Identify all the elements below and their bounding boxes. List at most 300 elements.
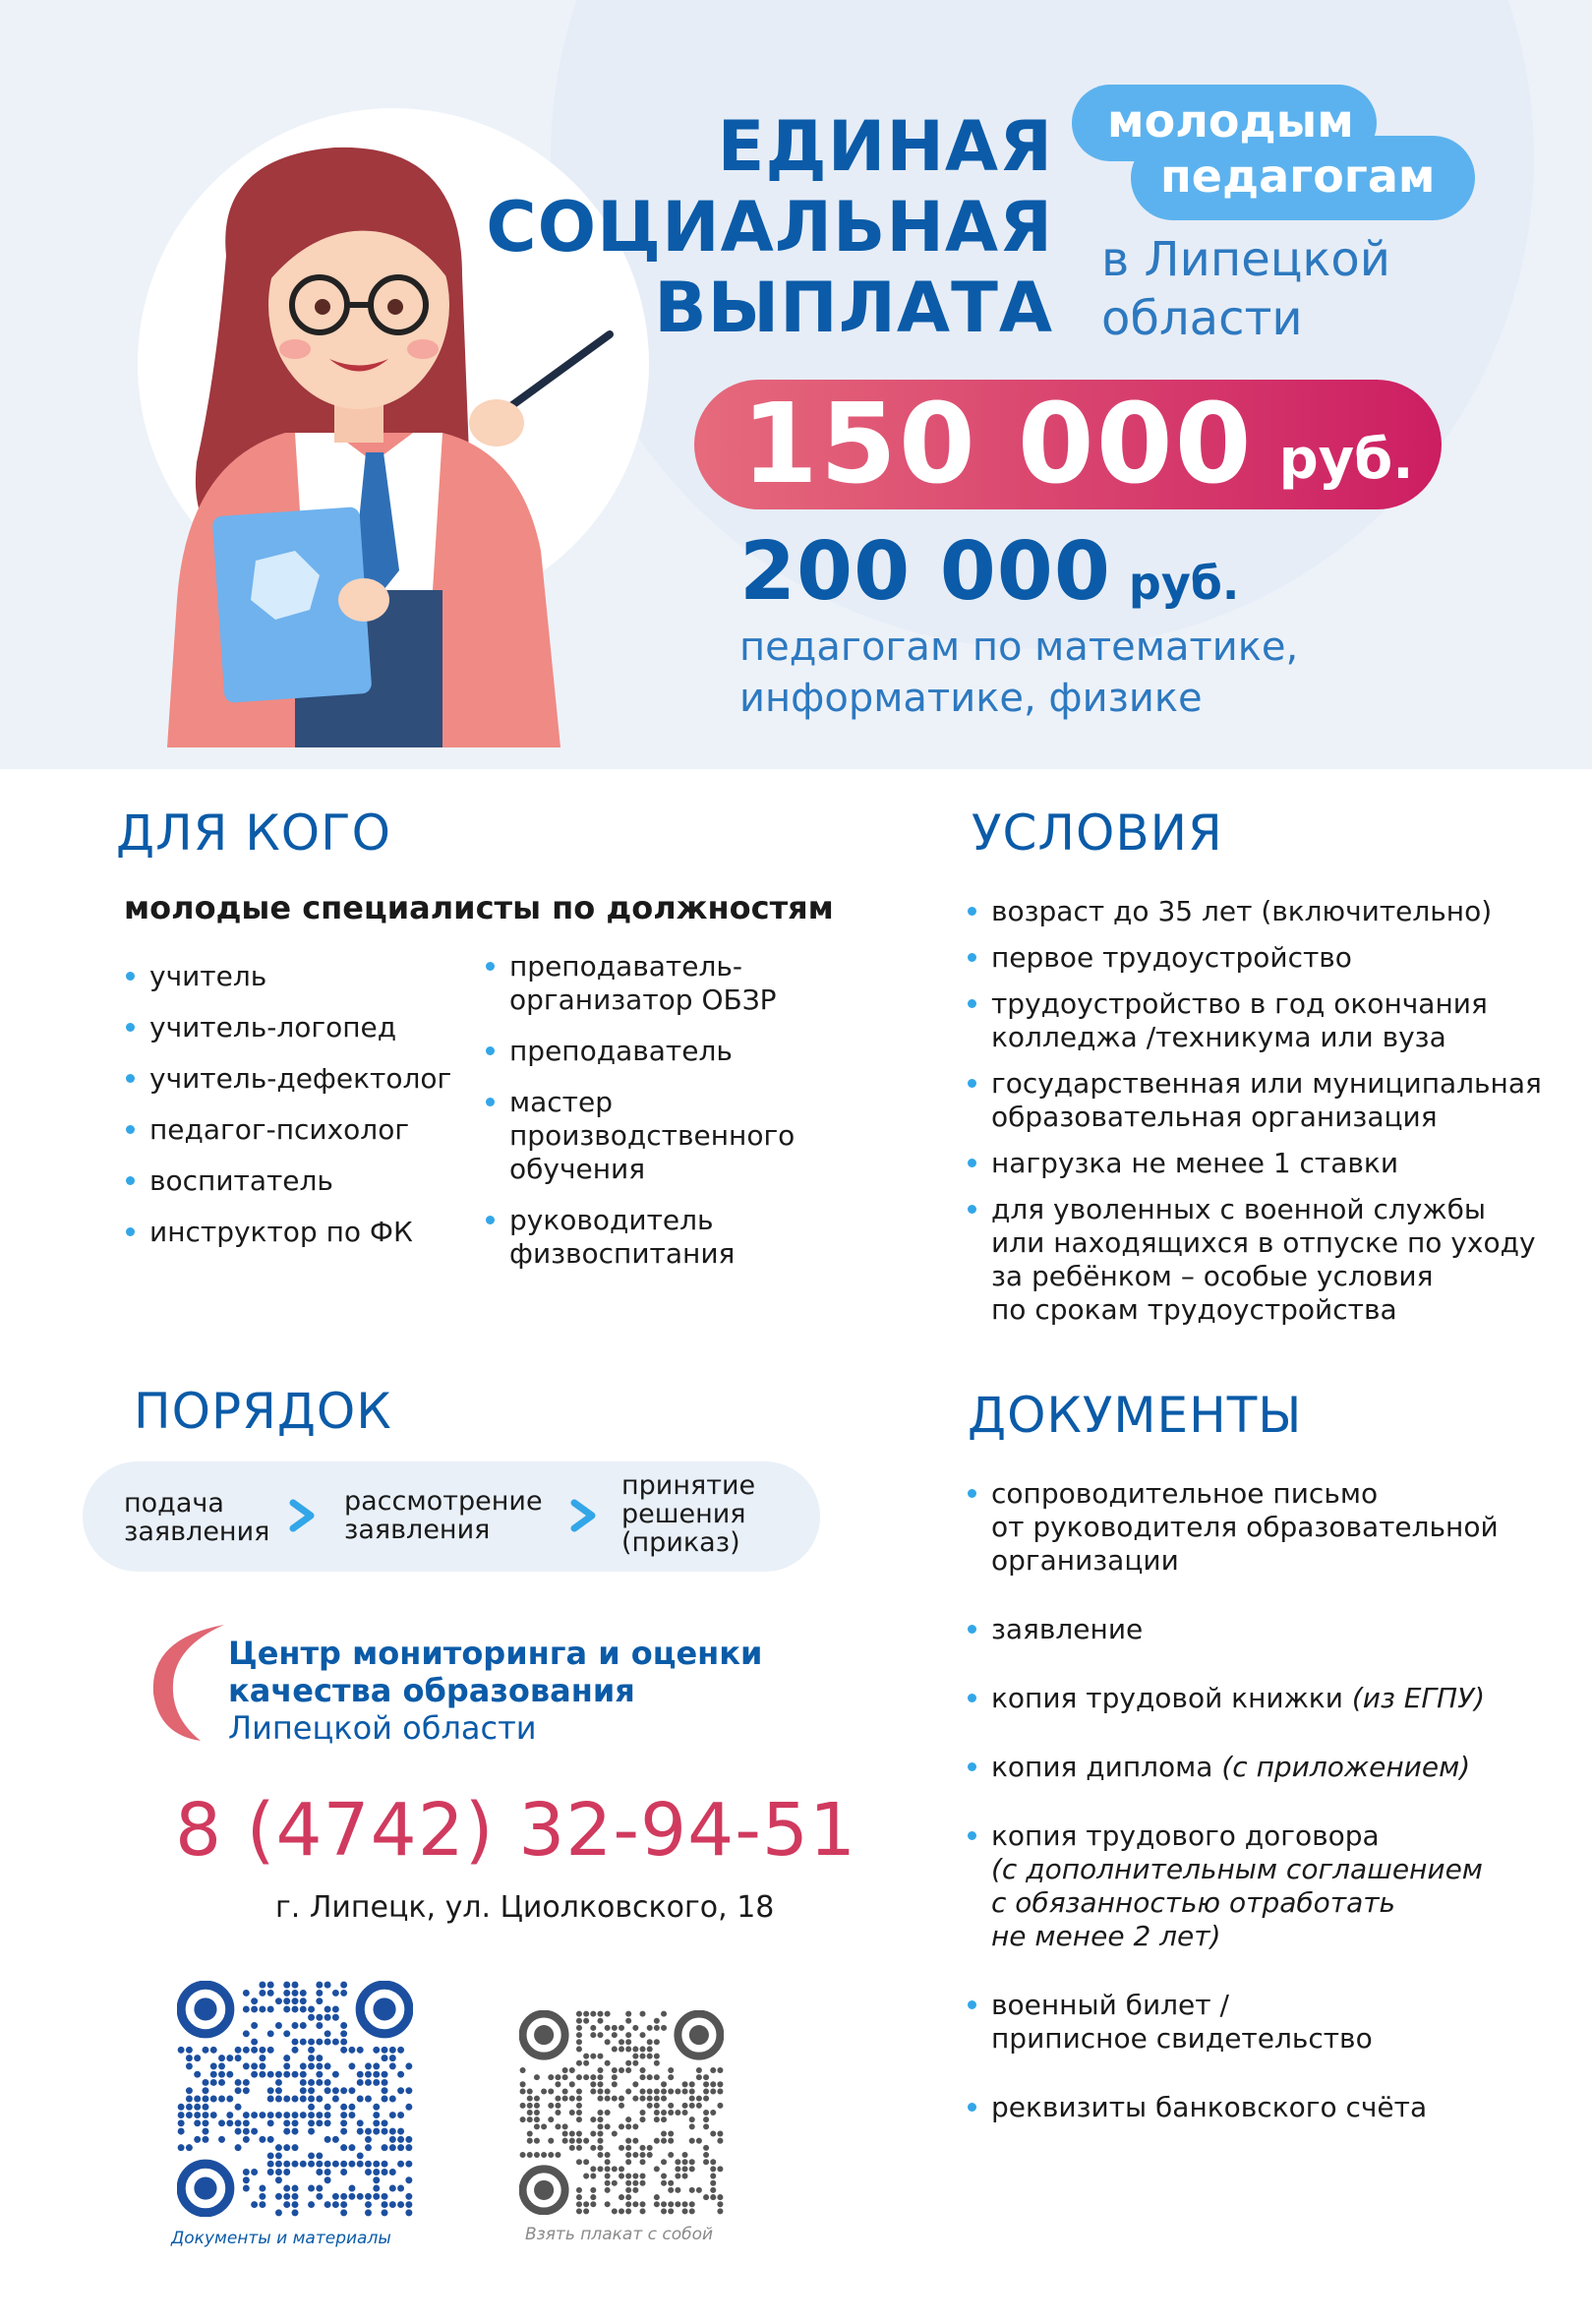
qr-dot bbox=[632, 2152, 638, 2158]
qr-dot bbox=[605, 2060, 611, 2066]
qr-dot bbox=[373, 2185, 380, 2192]
qr-dot bbox=[619, 2194, 624, 2200]
qr-dot bbox=[562, 2088, 568, 2094]
qr-dot bbox=[583, 2174, 589, 2179]
qr-dot bbox=[389, 2112, 396, 2118]
qr-dot bbox=[275, 2209, 282, 2216]
qr-dot bbox=[647, 2096, 653, 2102]
qr-dot bbox=[612, 2166, 618, 2172]
list-item-line: руководитель bbox=[509, 1204, 714, 1236]
qr-dot bbox=[619, 2145, 624, 2151]
list-item bbox=[968, 1989, 1558, 2056]
qr-dot bbox=[640, 2159, 646, 2165]
qr-dot bbox=[235, 2119, 242, 2126]
qr-dot bbox=[300, 2071, 307, 2078]
qr-dot bbox=[597, 2138, 603, 2144]
qr-dot bbox=[292, 2112, 299, 2118]
qr-dot bbox=[640, 2011, 646, 2017]
list-item-line: государственная или муниципальная bbox=[991, 1067, 1542, 1100]
qr-dot bbox=[389, 2062, 396, 2069]
qr-dot bbox=[316, 2022, 323, 2029]
qr-dot bbox=[534, 2116, 540, 2122]
qr-dot bbox=[382, 2128, 388, 2135]
qr-finder-dot bbox=[689, 2025, 709, 2045]
qr-dot bbox=[640, 2054, 646, 2059]
qr-dot bbox=[619, 2039, 624, 2045]
qr-dot bbox=[283, 1997, 290, 2004]
qr-dot bbox=[251, 1997, 258, 2004]
cloud-line: молодым bbox=[1107, 94, 1354, 148]
qr-dot bbox=[625, 2088, 631, 2094]
process-step bbox=[124, 1489, 269, 1546]
step-line: подача bbox=[124, 1488, 224, 1519]
qr-dot bbox=[590, 2011, 596, 2017]
qr-dot bbox=[576, 2039, 582, 2045]
qr-dot bbox=[555, 2096, 560, 2102]
list-item bbox=[968, 1477, 1558, 1578]
qr-dot bbox=[178, 2047, 185, 2054]
qr-dot bbox=[647, 2054, 653, 2059]
qr-dot bbox=[292, 2047, 299, 2054]
qr-dot bbox=[703, 2145, 709, 2151]
qr-dot bbox=[283, 1990, 290, 1996]
list-item-line: копия трудовой книжки bbox=[991, 1682, 1343, 1714]
qr-dot bbox=[625, 2138, 631, 2144]
qr-dot bbox=[619, 2103, 624, 2109]
qr-dot bbox=[194, 2112, 201, 2118]
qr-dot bbox=[405, 2176, 412, 2183]
qr-dot bbox=[576, 2011, 582, 2017]
qr-dot bbox=[300, 2112, 307, 2118]
qr-code-documents[interactable] bbox=[177, 1981, 413, 2217]
qr-dot bbox=[703, 2096, 709, 2102]
qr-dot bbox=[251, 2169, 258, 2175]
qr-dot bbox=[300, 2062, 307, 2069]
qr-dot bbox=[210, 2079, 217, 2086]
qr-dot bbox=[696, 2187, 702, 2193]
qr-dot bbox=[590, 2054, 596, 2059]
qr-dot bbox=[357, 2119, 364, 2126]
qr-dot bbox=[259, 2055, 265, 2061]
qr-dot bbox=[332, 2071, 339, 2078]
qr-dot bbox=[308, 2062, 315, 2069]
qr-dot bbox=[348, 2104, 355, 2111]
qr-dot bbox=[640, 2145, 646, 2151]
qr-dot bbox=[186, 2047, 193, 2054]
list-item-line: образовательная организация bbox=[991, 1101, 1438, 1133]
qr-dot bbox=[283, 2193, 290, 2200]
qr-dot bbox=[632, 2123, 638, 2129]
qr-dot bbox=[562, 2123, 568, 2129]
qr-dot bbox=[243, 2005, 250, 2012]
qr-dot bbox=[348, 2161, 355, 2168]
qr-dot bbox=[562, 2067, 568, 2073]
qr-dot bbox=[251, 2112, 258, 2118]
qr-dot bbox=[210, 2047, 217, 2054]
qr-dot bbox=[647, 2074, 653, 2080]
qr-dot bbox=[275, 2152, 282, 2159]
qr-dot bbox=[340, 2209, 347, 2216]
qr-dot bbox=[316, 2152, 323, 2159]
qr-dot bbox=[251, 2022, 258, 2029]
qr-dot bbox=[218, 2136, 225, 2143]
qr-dot bbox=[717, 2067, 723, 2073]
qr-dot bbox=[612, 2096, 618, 2102]
qr-dot bbox=[300, 2039, 307, 2046]
list-item-line: организатор ОБЗР bbox=[509, 983, 777, 1016]
qr-dot bbox=[583, 2159, 589, 2165]
qr-dot bbox=[632, 2060, 638, 2066]
list-item-line: реквизиты банковского счёта bbox=[991, 2091, 1428, 2123]
qr-dot bbox=[308, 2087, 315, 2094]
qr-dot bbox=[583, 2018, 589, 2024]
qr-dot bbox=[703, 2081, 709, 2087]
qr-dot bbox=[243, 2087, 250, 2094]
qr-dot bbox=[226, 2096, 233, 2103]
qr-dot bbox=[632, 2054, 638, 2059]
qr-dot bbox=[316, 2039, 323, 2046]
qr-dot bbox=[348, 2112, 355, 2118]
qr-dot bbox=[590, 2174, 596, 2179]
qr-dot bbox=[534, 2074, 540, 2080]
qr-dot bbox=[373, 2047, 380, 2054]
qr-dot bbox=[186, 2104, 193, 2111]
org-logo-icon bbox=[146, 1619, 234, 1747]
qr-dot bbox=[710, 2110, 716, 2115]
qr-dot bbox=[340, 2104, 347, 2111]
qr-dot bbox=[316, 2185, 323, 2192]
qr-dot bbox=[576, 2074, 582, 2080]
qr-dot bbox=[689, 2187, 695, 2193]
qr-dot bbox=[357, 2096, 364, 2103]
list-item-line: от руководителя образовательной bbox=[991, 1511, 1499, 1543]
list-item-line: для уволенных с военной службы bbox=[991, 1193, 1486, 1225]
qr-dot bbox=[389, 2128, 396, 2135]
qr-dot bbox=[605, 2166, 611, 2172]
list-item bbox=[968, 1147, 1558, 1180]
qr-dot bbox=[689, 2103, 695, 2109]
list-item-line: первое трудоустройство bbox=[991, 941, 1352, 974]
qr-dot bbox=[275, 2087, 282, 2094]
qr-dot bbox=[324, 2201, 331, 2208]
qr-dot bbox=[668, 2180, 674, 2186]
qr-dot bbox=[194, 2096, 201, 2103]
qr-dot bbox=[605, 2025, 611, 2031]
qr-dot bbox=[389, 2136, 396, 2143]
qr-dot bbox=[243, 2169, 250, 2175]
qr-dot bbox=[605, 2110, 611, 2115]
list-item-note: (с дополнительным соглашением bbox=[991, 1853, 1483, 1885]
qr-dot bbox=[548, 2103, 554, 2109]
qr-dot bbox=[308, 2201, 315, 2208]
list-item-line: нагрузка не менее 1 ставки bbox=[991, 1147, 1399, 1179]
qr-dot bbox=[640, 2096, 646, 2102]
qr-dot bbox=[661, 2081, 667, 2087]
qr-dot bbox=[283, 2005, 290, 2012]
qr-dot bbox=[283, 2185, 290, 2192]
qr-dot bbox=[332, 2201, 339, 2208]
qr-dot bbox=[324, 2062, 331, 2069]
qr-dot bbox=[710, 2131, 716, 2137]
qr-dot bbox=[597, 2131, 603, 2137]
qr-dot bbox=[283, 2062, 290, 2069]
qr-dot bbox=[357, 2079, 364, 2086]
qr-dot bbox=[632, 2174, 638, 2179]
list-item: воспитатель bbox=[126, 1164, 480, 1198]
qr-dot bbox=[534, 2152, 540, 2158]
qr-dot bbox=[548, 2116, 554, 2122]
list-item-line: по срокам трудоустройства bbox=[991, 1293, 1397, 1326]
qr-dot bbox=[590, 2074, 596, 2080]
qr-dot bbox=[675, 2187, 680, 2193]
qr-dot bbox=[226, 2055, 233, 2061]
qr-dot bbox=[520, 2067, 526, 2073]
qr-dot bbox=[202, 2112, 208, 2118]
step-line: принятие bbox=[621, 1470, 756, 1501]
qr-dot bbox=[689, 2208, 695, 2214]
qr-finder-dot bbox=[194, 1997, 216, 2020]
qr-dot bbox=[668, 2110, 674, 2115]
qr-dot bbox=[202, 2128, 208, 2135]
qr-dot bbox=[300, 2161, 307, 2168]
qr-dot bbox=[324, 1982, 331, 1989]
qr-dot bbox=[292, 2185, 299, 2192]
qr-dot bbox=[682, 2110, 688, 2115]
qr-dot bbox=[654, 2039, 660, 2045]
qr-dot bbox=[548, 2088, 554, 2094]
qr-dot bbox=[283, 2201, 290, 2208]
qr-dot bbox=[373, 2071, 380, 2078]
qr-dot bbox=[382, 2144, 388, 2151]
qr-dot bbox=[710, 2180, 716, 2186]
list-item bbox=[968, 2091, 1558, 2124]
qr-dot bbox=[527, 2110, 533, 2115]
qr-dot bbox=[218, 2119, 225, 2126]
qr-dot bbox=[583, 2201, 589, 2207]
qr-dot bbox=[324, 2087, 331, 2094]
qr-dot bbox=[654, 2018, 660, 2024]
qr-dot bbox=[397, 2161, 404, 2168]
list-item-note: (из ЕГПУ) bbox=[1351, 1682, 1486, 1714]
list-item-line: преподаватель- bbox=[509, 950, 742, 983]
qr-dot bbox=[661, 2025, 667, 2031]
qr-dot bbox=[612, 2081, 618, 2087]
qr-dot bbox=[186, 2062, 193, 2069]
qr-dot bbox=[340, 2144, 347, 2151]
list-item-note: не менее 2 лет) bbox=[991, 1920, 1221, 1952]
qr-dot bbox=[640, 2046, 646, 2052]
qr-dot bbox=[661, 2159, 667, 2165]
qr-dot bbox=[555, 2074, 560, 2080]
qr-dot bbox=[348, 2062, 355, 2069]
qr-dot bbox=[625, 2201, 631, 2207]
qr-dot bbox=[202, 2079, 208, 2086]
qr-dot bbox=[640, 2152, 646, 2158]
qr-dot bbox=[668, 2074, 674, 2080]
qr-dot bbox=[640, 2110, 646, 2115]
qr-dot bbox=[373, 2193, 380, 2200]
qr-dot bbox=[632, 2046, 638, 2052]
qr-dot bbox=[308, 2119, 315, 2126]
qr-dot bbox=[178, 2104, 185, 2111]
qr-dot bbox=[397, 2136, 404, 2143]
qr-dot bbox=[340, 2193, 347, 2200]
qr-dot bbox=[178, 2144, 185, 2151]
qr-dot bbox=[186, 2144, 193, 2151]
qr-dot bbox=[555, 2123, 560, 2129]
qr-dot bbox=[405, 2136, 412, 2143]
qr-dot bbox=[405, 2062, 412, 2069]
qr-dot bbox=[348, 2144, 355, 2151]
qr-dot bbox=[308, 2039, 315, 2046]
process-step bbox=[344, 1487, 543, 1544]
qr-dot bbox=[682, 2159, 688, 2165]
qr-dot bbox=[275, 2176, 282, 2183]
qr-dot bbox=[541, 2123, 547, 2129]
qr-dot bbox=[251, 2128, 258, 2135]
qr-dot bbox=[292, 2209, 299, 2216]
qr-dot bbox=[382, 2193, 388, 2200]
qr-dot bbox=[647, 2025, 653, 2031]
qr-dot bbox=[590, 2116, 596, 2122]
qr-dot bbox=[405, 2201, 412, 2208]
qr-dot bbox=[382, 2161, 388, 2168]
qr-dot bbox=[202, 2047, 208, 2054]
qr-dot bbox=[292, 2193, 299, 2200]
qr-dot bbox=[300, 2079, 307, 2086]
qr-dot bbox=[267, 2047, 274, 2054]
qr-dot bbox=[668, 2088, 674, 2094]
qr-dot bbox=[612, 2067, 618, 2073]
org-name-line: качества образования bbox=[228, 1672, 635, 1709]
qr-dot bbox=[405, 2161, 412, 2168]
qr-dot bbox=[348, 2047, 355, 2054]
qr-dot bbox=[292, 1990, 299, 1996]
qr-dot bbox=[597, 2110, 603, 2115]
qr-dot bbox=[590, 2032, 596, 2038]
list-item: учитель-дефектолог bbox=[126, 1062, 480, 1096]
qr-dot bbox=[689, 2201, 695, 2207]
qr-dot bbox=[703, 2116, 709, 2122]
qr-dot bbox=[316, 2055, 323, 2061]
qr-dot bbox=[235, 2104, 242, 2111]
qr-dot bbox=[689, 2096, 695, 2102]
list-item-line: за ребёнком – особые условия bbox=[991, 1260, 1434, 1292]
qr-code-poster[interactable] bbox=[519, 2010, 724, 2215]
qr-dot bbox=[194, 2119, 201, 2126]
phone-number[interactable]: 8 (4742) 32-94-51 bbox=[175, 1788, 857, 1873]
qr-dot bbox=[625, 2060, 631, 2066]
qr-dot bbox=[625, 2174, 631, 2179]
qr-dot bbox=[357, 2047, 364, 2054]
for-whom-heading: ДЛЯ КОГО bbox=[116, 804, 391, 862]
qr-dot bbox=[668, 2201, 674, 2207]
qr-dot bbox=[661, 2180, 667, 2186]
qr-dot bbox=[194, 2104, 201, 2111]
qr-dot bbox=[365, 2071, 372, 2078]
qr-dot bbox=[283, 2161, 290, 2168]
qr-dot bbox=[590, 2194, 596, 2200]
qr-dot bbox=[534, 2110, 540, 2115]
qr-dot bbox=[251, 2047, 258, 2054]
qr-dot bbox=[267, 1990, 274, 1996]
list-item-line: колледжа /техникума или вуза bbox=[991, 1021, 1446, 1053]
qr-dot bbox=[703, 2074, 709, 2080]
qr-dot bbox=[682, 2174, 688, 2179]
list-item-line: приписное свидетельство bbox=[991, 2022, 1373, 2055]
qr-dot bbox=[605, 2123, 611, 2129]
region-line: в Липецкой bbox=[1101, 232, 1390, 287]
qr-dot bbox=[405, 2144, 412, 2151]
qr-dot bbox=[389, 2169, 396, 2175]
qr-dot bbox=[373, 2119, 380, 2126]
qr-dot bbox=[640, 2116, 646, 2122]
qr-dot bbox=[710, 2081, 716, 2087]
qr-dot bbox=[675, 2088, 680, 2094]
qr-dot bbox=[210, 2062, 217, 2069]
qr-dot bbox=[555, 2081, 560, 2087]
qr-dot bbox=[612, 2032, 618, 2038]
qr-dot bbox=[316, 2062, 323, 2069]
qr-dot bbox=[357, 2071, 364, 2078]
qr-dot bbox=[619, 2208, 624, 2214]
qr-dot bbox=[576, 2060, 582, 2066]
qr-dot bbox=[710, 2067, 716, 2073]
qr-dot bbox=[703, 2110, 709, 2115]
qr-dot bbox=[583, 2074, 589, 2080]
title-line: СОЦИАЛЬНАЯ bbox=[486, 187, 1053, 268]
qr-dot bbox=[583, 2138, 589, 2144]
qr-dot bbox=[654, 2088, 660, 2094]
qr-dot bbox=[682, 2166, 688, 2172]
qr-dot bbox=[555, 2103, 560, 2109]
qr-dot bbox=[267, 2087, 274, 2094]
qr-dot bbox=[654, 2025, 660, 2031]
qr-dot bbox=[576, 2103, 582, 2109]
qr-dot bbox=[569, 2138, 575, 2144]
qr-dot bbox=[647, 2039, 653, 2045]
qr-dot bbox=[259, 2047, 265, 2054]
qr-dot bbox=[365, 2136, 372, 2143]
list-item bbox=[968, 1682, 1558, 1715]
qr-finder-dot bbox=[534, 2025, 554, 2045]
qr-dot bbox=[632, 2138, 638, 2144]
qr-dot bbox=[654, 2096, 660, 2102]
qr-dot bbox=[675, 2110, 680, 2115]
qr-dot bbox=[576, 2018, 582, 2024]
qr-dot bbox=[640, 2208, 646, 2214]
qr-dot bbox=[308, 2104, 315, 2111]
qr-dot bbox=[612, 2074, 618, 2080]
qr-dot bbox=[275, 2112, 282, 2118]
qr-dot bbox=[625, 2039, 631, 2045]
qr-dot bbox=[548, 2074, 554, 2080]
qr-dot bbox=[373, 2062, 380, 2069]
qr-dot bbox=[597, 2054, 603, 2059]
qr-dot bbox=[668, 2067, 674, 2073]
qr-dot bbox=[389, 2096, 396, 2103]
qr-dot bbox=[619, 2123, 624, 2129]
qr-dot bbox=[689, 2123, 695, 2129]
qr-dot bbox=[668, 2187, 674, 2193]
qr-dot bbox=[382, 2209, 388, 2216]
list-item bbox=[968, 1613, 1558, 1646]
list-item bbox=[968, 1819, 1558, 1953]
qr-dot bbox=[520, 2103, 526, 2109]
qr-dot bbox=[576, 2138, 582, 2144]
qr-dot bbox=[251, 2039, 258, 2046]
qr-dot bbox=[527, 2131, 533, 2137]
